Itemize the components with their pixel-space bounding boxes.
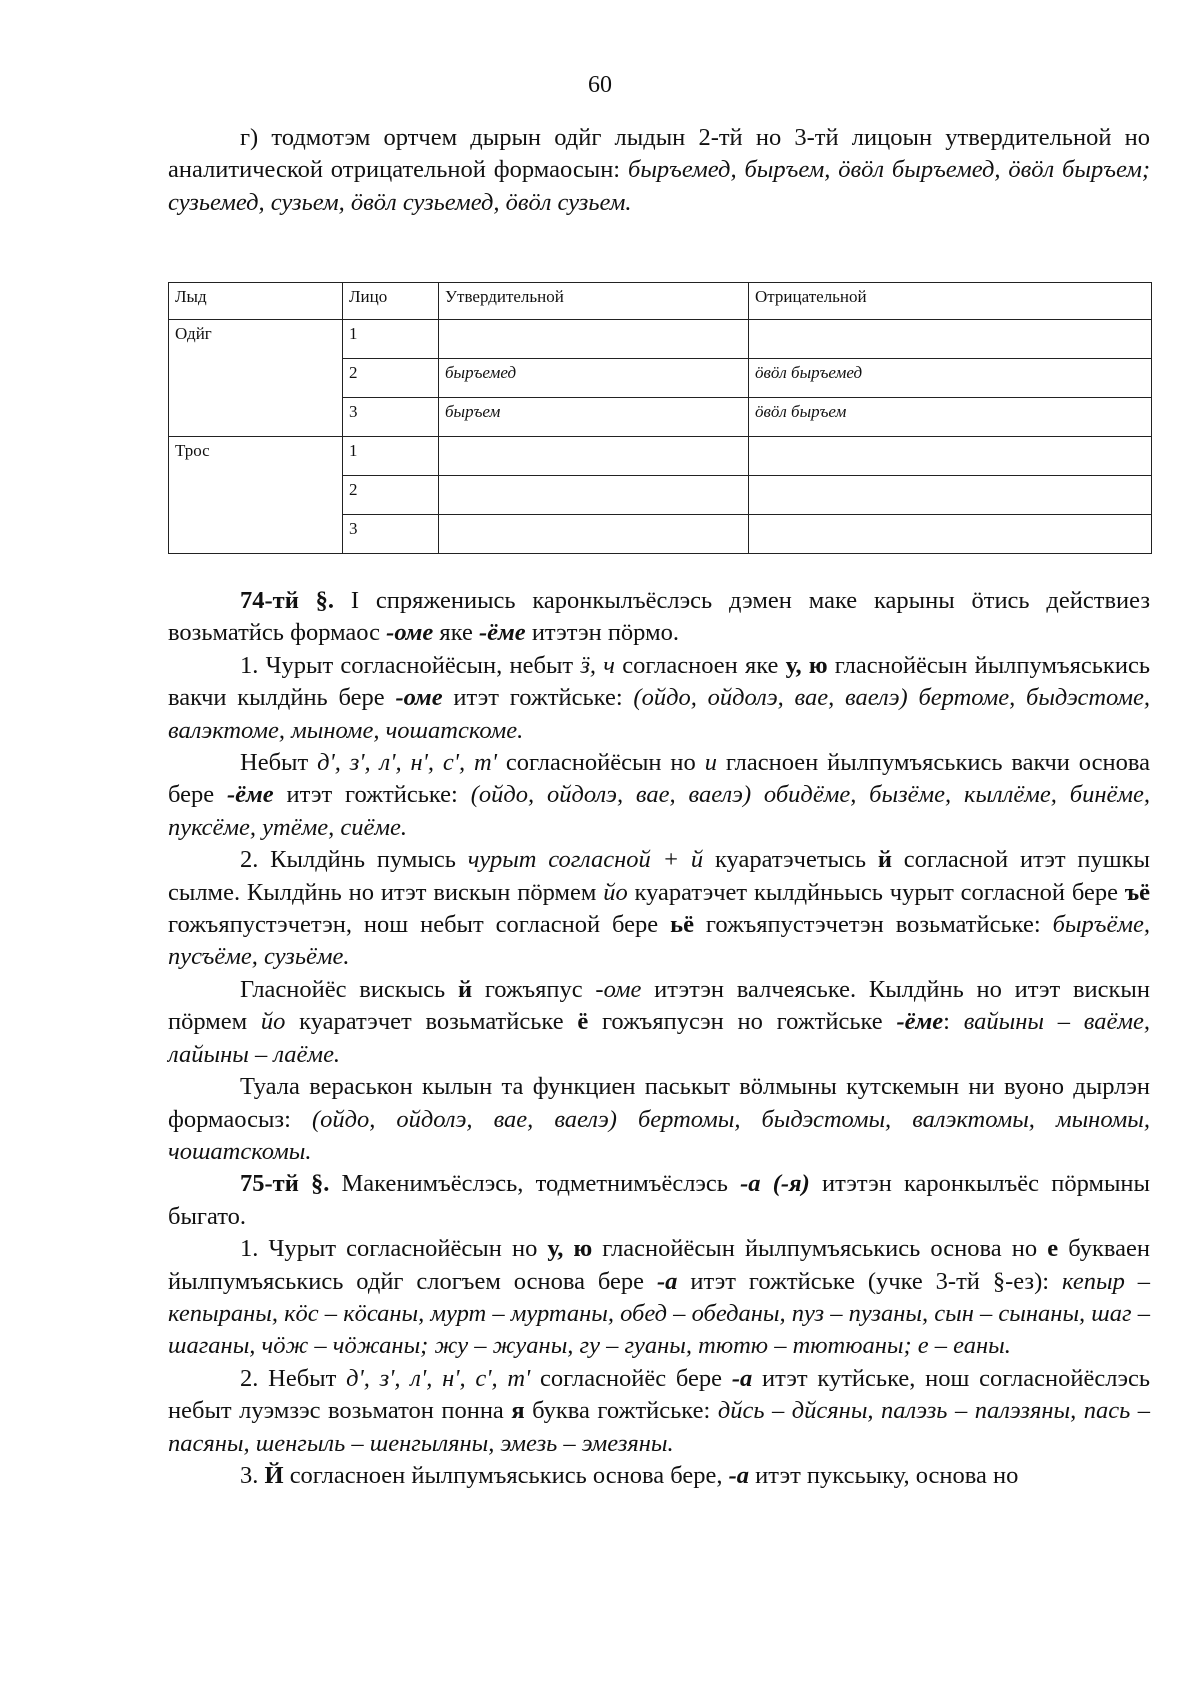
text-span: итэтэн валчеяське. Кылдйнь но итэт вискын пöрмем — [168, 975, 1150, 1036]
paragraph-8 — [168, 1460, 1150, 1492]
header-utv: Утвердительной — [439, 283, 749, 320]
text-span: букваен йылпумъяськись одйг слогъем основа бере — [168, 1235, 1150, 1295]
text-span: I спряжениысь каронкылъёслэсь дэмен маке карыны öтись действиез возьматйсь формаос — [168, 587, 1150, 647]
text-span: гожъяпустэчетэн возьматйське: — [693, 911, 1053, 939]
text-span: гласнойёсын йылпумъяськись вакчи кылдйнь бере — [168, 651, 1150, 712]
paragraph-5 — [168, 1071, 1150, 1168]
text-span: Туала вераськон кылын та функциен паськыт вöлмыны кутскемын ни вуоно дырлэн формаосыз: — [168, 1073, 1150, 1133]
utv-cell — [439, 320, 749, 359]
section-number: 74-тй §. — [240, 587, 335, 614]
suffix: -а — [656, 1267, 678, 1295]
text-span: итэт гожтйське (учке 3-тй §-ез): — [677, 1267, 1062, 1295]
table-row — [169, 320, 1152, 359]
otr-cell: öвöл быръемед — [749, 359, 1152, 398]
examples: (ойдо, ойдолэ, вае, ваелэ) обидёме, бызёме, кыллёме, бинёме, пуксёме, утёме, сиёме. — [168, 781, 1150, 841]
text-span: 1. Чурыт согласнойёсын но — [240, 1235, 548, 1263]
text-span: итэт пуксьыку, основа но — [749, 1461, 1019, 1489]
suffix: -оме — [395, 684, 443, 712]
suffix: -а — [731, 1364, 753, 1392]
text-span: гласноен йылпумъяськись вакчи основа бере — [168, 749, 1151, 809]
page-number: 60 — [588, 72, 612, 98]
examples: (ойдо, ойдолэ, вае, ваелэ) бертомы, быдэстомы, валэктомы, мыномы, чошатскомы. — [168, 1105, 1150, 1165]
section-number: 75-тй §. — [240, 1170, 330, 1198]
suffix: -оме — [386, 619, 434, 647]
text-span: согласноен йылпумъяськись основа бере, — [283, 1461, 729, 1489]
letter: й — [877, 846, 892, 874]
paragraph-6 — [168, 1233, 1150, 1363]
text-span: итэт гожтйське: — [273, 781, 471, 809]
text-span: гожъяпус — [472, 975, 596, 1003]
suffix: -оме — [595, 975, 642, 1003]
text-span: итэт кутйське, нош согласнойёслэсь небыт луэмзэс возьматон понна — [168, 1364, 1151, 1425]
suffix: -а — [728, 1461, 750, 1489]
vowels: у, ю — [547, 1235, 593, 1263]
consonants: ӟ, ч — [580, 651, 615, 679]
text-span: гожъяпусэн но гожтйське — [588, 1008, 897, 1036]
text-span: итэтэн каронкылъёс пöрмыны быгато. — [168, 1170, 1150, 1230]
paragraph-7 — [168, 1363, 1150, 1460]
paragraph-2 — [168, 747, 1150, 844]
text-span: итэт гожтйське: — [442, 684, 634, 712]
utv-cell — [439, 476, 749, 515]
consonants: д', з', л', н', с', т' — [346, 1364, 531, 1392]
examples: кепыр – кепыраны, кöс – кöсаны, мурт – муртаны, обед – обеданы, пуз – пузаны, сын – сынаны, шаг – шаганы, чöж – чöжаны; жу – жуаны, гу – гуаны, тютю – тютюаны; е – еаны. — [168, 1267, 1150, 1360]
otr-cell: öвöл быръем — [749, 398, 1152, 437]
text-span: согласнойёс бере — [530, 1364, 732, 1392]
header-lico: Лицо — [343, 283, 439, 320]
pattern: чурыт согласной + й — [467, 846, 704, 874]
group-label: Трос — [169, 437, 343, 554]
text-span: 1. Чурыт согласнойёсын, небыт — [240, 651, 581, 679]
letter: я — [511, 1397, 525, 1425]
examples: (ойдо, ойдолэ, вае, ваелэ) бертоме, быдэстоме, валэктоме, мыноме, чошатскоме. — [168, 684, 1150, 744]
text-span: гласнойёсын йылпумъяськись основа но — [592, 1235, 1048, 1263]
letter: ъё — [1124, 878, 1150, 906]
letter: ьё — [670, 911, 694, 939]
conjugation-table — [168, 282, 1152, 554]
letter: ё — [577, 1008, 589, 1036]
text-span: согласнойёсын но — [496, 749, 705, 777]
vowel: и — [704, 749, 717, 777]
text-span: гожъяпустэчетэн, нош небыт согласной бере — [168, 911, 671, 939]
table-row — [169, 437, 1152, 476]
suffix: -ёме — [478, 619, 526, 647]
suffix: -ёме — [896, 1008, 944, 1036]
utv-cell: быръемед — [439, 359, 749, 398]
intro-text: г) тодмотэм ортчем дырын одйг лыдын 2-тй но 3-тй лицоын утвердительной но аналитической отрицательной формаосын: — [168, 124, 1150, 184]
text-span: куаратэчет возьматйське — [285, 1008, 578, 1036]
text-span: согласноен яке — [614, 651, 786, 679]
suffix: -ёме — [226, 781, 274, 809]
examples: быръёме, пусъёме, сузьёме. — [168, 911, 1150, 971]
lico-cell: 1 — [343, 437, 439, 476]
lico-cell: 3 — [343, 398, 439, 437]
intro-paragraph — [168, 122, 1150, 219]
letter: й — [457, 975, 473, 1003]
sound: йо — [603, 878, 628, 906]
text-span: Макенимъёслэсь, тодметнимъёслэсь — [329, 1170, 741, 1198]
header-lyd: Лыд — [169, 283, 343, 320]
text-span: Гласнойёс вискысь — [240, 975, 458, 1003]
utv-cell — [439, 437, 749, 476]
intro-examples: быръемед, быръем, öвöл быръемед, öвöл быръем; сузьемед, сузьем, öвöл сузьемед, öвöл сузьем. — [168, 156, 1151, 216]
otr-cell — [749, 437, 1152, 476]
paragraph-3 — [168, 844, 1150, 974]
utv-cell: быръем — [439, 398, 749, 437]
utv-cell — [439, 515, 749, 554]
section-75 — [168, 1168, 1150, 1233]
text-span: 2. Небыт — [240, 1364, 347, 1392]
body-text — [168, 585, 1150, 1492]
paragraph-4 — [168, 974, 1150, 1071]
letter: Й — [264, 1461, 284, 1489]
lico-cell: 3 — [343, 515, 439, 554]
text-span: Небыт — [240, 749, 318, 777]
text-span: куаратэчетысь — [703, 846, 878, 874]
section-74 — [168, 585, 1150, 650]
text-span: яке — [433, 619, 479, 647]
lico-cell: 1 — [343, 320, 439, 359]
otr-cell — [749, 515, 1152, 554]
text-span: 2. Кылдйнь пумысь — [240, 846, 468, 874]
vowels: у, ю — [785, 651, 828, 679]
text-span: 3. — [240, 1461, 265, 1489]
letter: е — [1047, 1235, 1059, 1263]
header-otr: Отрицательной — [749, 283, 1152, 320]
examples: вайыны – ваёме, лайыны – лаёме. — [168, 1008, 1150, 1068]
otr-cell — [749, 476, 1152, 515]
paragraph-1 — [168, 650, 1150, 747]
text-span: : — [943, 1008, 964, 1036]
examples: дйсь – дйсяны, палэзь – палэзяны, пась – пасяны, шенгыль – шенгыляны, эмезь – эмезяны. — [168, 1397, 1151, 1457]
consonants: д', з', л', н', с', т' — [317, 749, 497, 777]
lico-cell: 2 — [343, 476, 439, 515]
sound: йо — [260, 1008, 286, 1036]
suffix: -а (-я) — [740, 1170, 810, 1198]
otr-cell — [749, 320, 1152, 359]
lico-cell: 2 — [343, 359, 439, 398]
text-span: буква гожтйське: — [524, 1397, 718, 1425]
text-span: куаратэчет кылдйньысь чурыт согласной бере — [627, 878, 1125, 906]
text-span: итэтэн пöрмо. — [525, 619, 679, 647]
table-header-row — [169, 283, 1152, 320]
text-span: согласной итэт пушкы сылме. Кылдйнь но итэт вискын пöрмем — [168, 846, 1150, 906]
group-label: Одйг — [169, 320, 343, 437]
